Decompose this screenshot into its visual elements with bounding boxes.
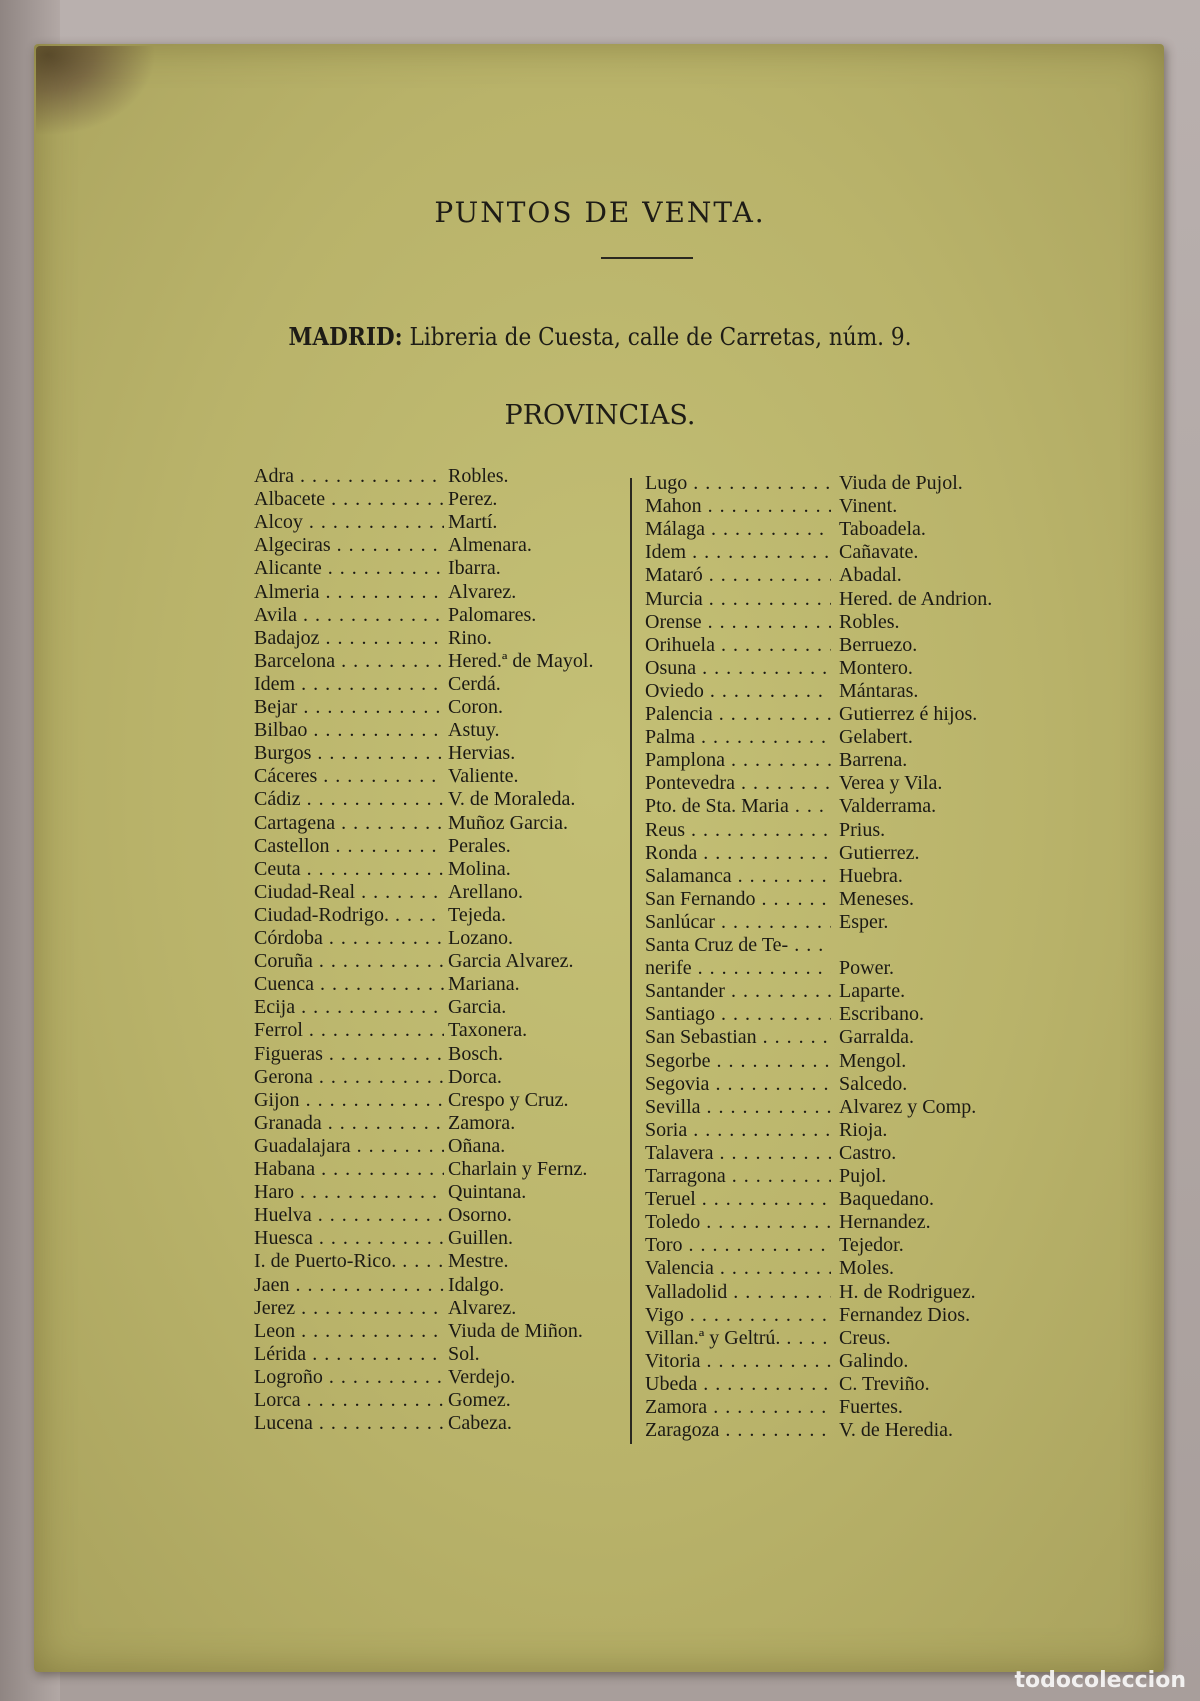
list-item-vendor: Huebra.	[839, 864, 903, 887]
list-item	[645, 1373, 1065, 1396]
list-item-vendor: Mestre.	[448, 1250, 509, 1273]
page-corner-damage	[36, 46, 156, 136]
list-item	[254, 788, 674, 811]
list-item-vendor: Crespo y Cruz.	[448, 1088, 569, 1111]
list-item-city: Habana . . .	[254, 1158, 444, 1181]
list-item	[254, 1019, 674, 1042]
list-item-vendor: C. Treviño.	[839, 1372, 930, 1395]
list-item-city: Ceuta . . .	[254, 858, 444, 881]
list-item-vendor: Martí.	[448, 511, 498, 534]
list-item-city: Segovia . . .	[645, 1073, 831, 1096]
list-item	[254, 581, 674, 604]
list-item-city: Ciudad-Real . . .	[254, 881, 444, 904]
list-item-city: Leon . . .	[254, 1320, 444, 1343]
list-item	[254, 950, 674, 973]
list-item-vendor: Baquedano.	[839, 1188, 934, 1211]
list-item	[645, 865, 1065, 888]
list-item	[254, 1297, 674, 1320]
list-item-city: Logroño . . .	[254, 1366, 444, 1389]
list-item-city: San Fernando . . .	[645, 888, 831, 911]
list-item-vendor: Fernandez Dios.	[839, 1303, 971, 1326]
list-item	[645, 634, 1065, 657]
list-item-vendor: Gomez.	[448, 1389, 511, 1411]
list-item-city: Alcoy . . .	[254, 511, 444, 534]
list-item	[254, 996, 674, 1019]
list-item-city: Murcia . . .	[645, 588, 831, 611]
list-item-city: Santander . . .	[645, 980, 831, 1003]
list-item	[645, 541, 1065, 564]
list-item-vendor: Creus.	[839, 1326, 891, 1349]
list-item-city: Valladolid . . .	[645, 1281, 831, 1304]
list-item-vendor: Barrena.	[839, 749, 908, 772]
list-item-vendor: Guillen.	[448, 1227, 513, 1250]
list-item-vendor: Arellano.	[448, 880, 523, 903]
list-item-vendor: Idalgo.	[448, 1273, 505, 1296]
list-item-city: Valencia . . .	[645, 1257, 831, 1280]
list-item-city: Segorbe . . .	[645, 1050, 831, 1073]
list-item-city: Málaga . . .	[645, 518, 831, 541]
list-item-city: Bilbao . . .	[254, 719, 444, 742]
list-item-vendor: Meneses.	[839, 887, 914, 910]
list-item-city: Huesca . . .	[254, 1227, 444, 1250]
list-item-vendor: Power.	[839, 957, 894, 980]
list-item-vendor: Osorno.	[448, 1204, 512, 1227]
list-item	[645, 1142, 1065, 1165]
list-item-city: Zaragoza . . .	[645, 1419, 831, 1442]
list-item-city: Castellon . . .	[254, 835, 444, 858]
page-title: PUNTOS DE VENTA.	[434, 196, 766, 229]
list-item	[254, 904, 674, 927]
list-item-vendor: Mántaras.	[839, 679, 919, 702]
list-item-vendor: Verdejo.	[448, 1365, 516, 1388]
list-item-vendor: H. de Rodriguez.	[839, 1280, 976, 1303]
list-item-vendor: Taboadela.	[839, 518, 926, 541]
list-item	[645, 518, 1065, 541]
list-item	[645, 703, 1065, 726]
madrid-line	[60, 322, 1140, 351]
list-item-city: Bejar . . .	[254, 696, 444, 719]
list-item-vendor: Almenara.	[448, 534, 532, 557]
list-item-city: Zamora . . .	[645, 1396, 831, 1419]
list-item-city: Palencia . . .	[645, 703, 831, 726]
list-item-city: Haro . . .	[254, 1181, 444, 1204]
list-item	[645, 749, 1065, 772]
list-item-city: Toro . . .	[645, 1234, 831, 1257]
list-item-vendor: Moles.	[839, 1257, 894, 1280]
list-item-vendor: Bosch.	[448, 1042, 503, 1065]
list-item-city: Lérida . . .	[254, 1343, 444, 1366]
list-item-city: Talavera . . .	[645, 1142, 831, 1165]
list-item-city: Avila . . .	[254, 604, 444, 627]
list-item-vendor: Fuertes.	[839, 1396, 903, 1418]
list-item	[645, 842, 1065, 865]
list-item	[645, 911, 1065, 934]
list-item-vendor: Mariana.	[448, 973, 520, 996]
list-item	[254, 881, 674, 904]
list-item-vendor: Hered. de Andrion.	[839, 587, 993, 610]
list-item	[645, 772, 1065, 795]
list-item-vendor: Garcia Alvarez.	[448, 950, 574, 973]
list-item-vendor: Galindo.	[839, 1349, 909, 1372]
list-item-city: Oviedo . . .	[645, 680, 831, 703]
list-item-city: Córdoba . . .	[254, 927, 444, 950]
list-item	[645, 1327, 1065, 1350]
list-item-city: Tarragona . . .	[645, 1165, 831, 1188]
list-item	[254, 1320, 674, 1343]
list-item-city: Guadalajara . . .	[254, 1135, 444, 1158]
list-item-city: Cuenca . . .	[254, 973, 444, 996]
list-item-city: Ferrol . . .	[254, 1019, 444, 1042]
list-item	[645, 1396, 1065, 1419]
list-item	[645, 564, 1065, 587]
list-item	[645, 1026, 1065, 1049]
list-item-vendor: Muñoz Garcia.	[448, 811, 568, 834]
list-item	[254, 835, 674, 858]
list-item-city: Alicante . . .	[254, 557, 444, 580]
list-item-vendor: Valderrama.	[839, 795, 937, 818]
list-item-vendor: Gutierrez é hijos.	[839, 703, 978, 725]
list-item-city: San Sebastian . . .	[645, 1026, 831, 1049]
list-item-city: Orihuela . . .	[645, 634, 831, 657]
list-item	[645, 934, 1065, 957]
list-item-vendor: Dorca.	[448, 1065, 502, 1088]
list-item	[254, 1227, 674, 1250]
list-item-vendor: Robles.	[839, 610, 900, 633]
list-item-vendor: Abadal.	[839, 564, 902, 587]
list-item-city: Lugo . . .	[645, 472, 831, 495]
list-item-vendor: Palomares.	[448, 603, 537, 626]
list-item-vendor: Alvarez.	[448, 580, 517, 603]
list-item-city: Pamplona . . .	[645, 749, 831, 772]
list-item-vendor: Perez.	[448, 488, 498, 511]
list-item-vendor: Coron.	[448, 696, 503, 718]
list-item	[645, 726, 1065, 749]
list-item	[645, 1119, 1065, 1142]
list-item-vendor: Cerdá.	[448, 672, 501, 695]
list-item-vendor: Taxonera.	[448, 1019, 528, 1042]
list-item	[254, 1389, 674, 1412]
list-item-vendor: Castro.	[839, 1141, 897, 1164]
list-item-vendor: Valiente.	[448, 765, 519, 788]
list-item	[254, 465, 674, 488]
list-item-city: Teruel . . .	[645, 1188, 831, 1211]
list-item	[645, 1234, 1065, 1257]
list-item	[645, 680, 1065, 703]
list-item-city: Cartagena . . .	[254, 812, 444, 835]
list-item-city: Palma . . .	[645, 726, 831, 749]
list-item	[645, 495, 1065, 518]
list-item	[254, 973, 674, 996]
list-item-city: Lucena . . .	[254, 1412, 444, 1435]
list-item-vendor: Hernandez.	[839, 1211, 931, 1234]
list-item	[254, 557, 674, 580]
list-item	[645, 819, 1065, 842]
list-item	[254, 927, 674, 950]
list-item-city: Santa Cruz de Te- . . .	[645, 934, 831, 957]
title-rule	[601, 257, 693, 259]
list-item-city: nerife . . .	[645, 957, 831, 980]
list-item-city: Reus . . .	[645, 819, 831, 842]
column-divider	[630, 478, 632, 1444]
list-item-city: Adra . . .	[254, 465, 444, 488]
list-item-vendor: Quintana.	[448, 1181, 527, 1204]
list-item-city: Barcelona . . .	[254, 650, 444, 673]
list-item-city: Orense . . .	[645, 611, 831, 634]
list-item	[254, 1366, 674, 1389]
list-item	[254, 627, 674, 650]
list-item	[254, 719, 674, 742]
list-item	[645, 472, 1065, 495]
list-item-vendor: Oñana.	[448, 1134, 506, 1157]
list-item	[645, 795, 1065, 818]
list-item-vendor: Lozano.	[448, 927, 513, 949]
list-item	[254, 511, 674, 534]
list-item	[645, 611, 1065, 634]
list-item	[645, 888, 1065, 911]
list-item-vendor: Cañavate.	[839, 541, 919, 564]
list-item-city: Ronda . . .	[645, 842, 831, 865]
list-item-vendor: Berruezo.	[839, 633, 918, 656]
list-item	[254, 1204, 674, 1227]
list-item-vendor: V. de Heredia.	[839, 1419, 954, 1442]
list-item-city: Vitoria . . .	[645, 1350, 831, 1373]
list-item-vendor: Astuy.	[448, 719, 500, 742]
list-item-city: Sevilla . . .	[645, 1096, 831, 1119]
list-item	[645, 1281, 1065, 1304]
list-item	[254, 765, 674, 788]
list-item-city: Salamanca . . .	[645, 865, 831, 888]
list-item-city: Ciudad-Rodrigo. . . .	[254, 904, 444, 927]
list-item	[254, 1274, 674, 1297]
list-item	[254, 1343, 674, 1366]
list-item	[645, 1257, 1065, 1280]
list-item-vendor: Robles.	[448, 465, 509, 487]
list-item	[254, 673, 674, 696]
list-item-city: Lorca . . .	[254, 1389, 444, 1412]
list-item	[254, 1181, 674, 1204]
list-item-city: Osuna . . .	[645, 657, 831, 680]
list-item-city: Soria . . .	[645, 1119, 831, 1142]
list-item-vendor: Tejeda.	[448, 903, 507, 926]
list-item	[645, 1304, 1065, 1327]
list-item	[645, 1073, 1065, 1096]
list-item-vendor: Alvarez y Comp.	[839, 1095, 977, 1118]
list-item-city: Idem . . .	[254, 673, 444, 696]
list-item-vendor: Sol.	[448, 1342, 480, 1365]
list-item	[254, 1135, 674, 1158]
list-item-vendor: Perales.	[448, 834, 511, 857]
list-item-city: Jaen . . .	[254, 1274, 444, 1297]
list-item-vendor: Tejedor.	[839, 1234, 904, 1257]
list-item-city: Coruña . . .	[254, 950, 444, 973]
list-item-city: Huelva . . .	[254, 1204, 444, 1227]
list-item-city: Granada . . .	[254, 1112, 444, 1135]
list-item-vendor: Viuda de Pujol.	[839, 472, 963, 494]
list-item	[645, 1419, 1065, 1442]
list-item	[254, 742, 674, 765]
list-item-vendor: Garcia.	[448, 996, 507, 1019]
list-item-city: Gerona . . .	[254, 1066, 444, 1089]
list-item-city: Algeciras . . .	[254, 534, 444, 557]
list-item-city: Almeria . . .	[254, 581, 444, 604]
list-item	[254, 1043, 674, 1066]
list-item	[254, 1089, 674, 1112]
list-item	[645, 1188, 1065, 1211]
list-item	[254, 1158, 674, 1181]
list-item	[645, 1350, 1065, 1373]
list-item-vendor: Charlain y Fernz.	[448, 1158, 588, 1180]
list-item	[645, 1165, 1065, 1188]
list-item	[254, 812, 674, 835]
list-item-city: Vigo . . .	[645, 1304, 831, 1327]
list-item-city: Gijon . . .	[254, 1089, 444, 1112]
list-item-city: Figueras . . .	[254, 1043, 444, 1066]
list-item-vendor: Molina.	[448, 857, 511, 880]
list-item	[645, 588, 1065, 611]
list-item-vendor: Garralda.	[839, 1026, 914, 1049]
list-item-city: Badajoz . . .	[254, 627, 444, 650]
list-item-vendor: Gutierrez.	[839, 841, 920, 864]
list-item-vendor: Hered.ª de Mayol.	[448, 649, 594, 672]
list-item-vendor: Alvarez.	[448, 1296, 517, 1319]
section-subtitle: PROVINCIAS.	[504, 400, 696, 431]
list-item-vendor: Vinent.	[839, 495, 898, 518]
list-item	[254, 650, 674, 673]
madrid-city: MADRID:	[288, 322, 403, 351]
list-item-vendor: Ibarra.	[448, 557, 501, 580]
list-item-vendor: Gelabert.	[839, 726, 913, 749]
list-item	[254, 534, 674, 557]
list-item	[254, 488, 674, 511]
list-item-vendor: Verea y Vila.	[839, 772, 943, 795]
list-item-vendor: Montero.	[839, 656, 913, 679]
list-item-vendor: Rioja.	[839, 1118, 888, 1141]
list-item-city: Sanlúcar . . .	[645, 911, 831, 934]
list-item-vendor: Salcedo.	[839, 1072, 908, 1095]
list-item-vendor: Hervias.	[448, 742, 516, 765]
list-item-vendor: Viuda de Miñon.	[448, 1319, 583, 1342]
list-item-city: Idem . . .	[645, 541, 831, 564]
list-item-vendor: Laparte.	[839, 980, 906, 1003]
list-item	[645, 657, 1065, 680]
list-item-vendor: Pujol.	[839, 1165, 887, 1187]
list-item-vendor: Escribano.	[839, 1003, 924, 1026]
list-item-vendor: Mengol.	[839, 1049, 907, 1072]
list-item	[254, 1066, 674, 1089]
watermark: todocoleccion	[1014, 1668, 1186, 1693]
list-item	[645, 1096, 1065, 1119]
list-item	[645, 957, 1065, 980]
list-item	[254, 1112, 674, 1135]
list-item-city: Cádiz . . .	[254, 788, 444, 811]
list-item-vendor: Prius.	[839, 818, 886, 841]
list-item	[254, 1250, 674, 1273]
list-item-city: Burgos . . .	[254, 742, 444, 765]
list-item-city: Albacete . . .	[254, 488, 444, 511]
list-item-city: Ecija . . .	[254, 996, 444, 1019]
list-item-vendor: Esper.	[839, 910, 889, 933]
list-item-city: Jerez . . .	[254, 1297, 444, 1320]
list-item-city: Toledo . . .	[645, 1211, 831, 1234]
list-item-vendor: Rino.	[448, 626, 492, 649]
list-item	[254, 858, 674, 881]
list-item	[645, 1211, 1065, 1234]
list-item-vendor: Cabeza.	[448, 1412, 512, 1435]
list-item	[645, 980, 1065, 1003]
list-item-city: Mahon . . .	[645, 495, 831, 518]
list-item-city: Mataró . . .	[645, 564, 831, 587]
list-item-city: I. de Puerto-Rico. . . .	[254, 1250, 444, 1273]
list-item-city: Pto. de Sta. Maria . . .	[645, 795, 831, 818]
list-item	[645, 1050, 1065, 1073]
list-item-vendor: Zamora.	[448, 1111, 516, 1134]
list-item-city: Santiago . . .	[645, 1003, 831, 1026]
list-item-city: Cáceres . . .	[254, 765, 444, 788]
madrid-text: Libreria de Cuesta, calle de Carretas, núm. 9.	[409, 323, 912, 351]
list-item	[254, 604, 674, 627]
list-item-vendor: V. de Moraleda.	[448, 788, 576, 811]
list-item	[645, 1003, 1065, 1026]
list-item-city: Pontevedra . . .	[645, 772, 831, 795]
list-item	[254, 1412, 674, 1435]
list-item-city: Villan.ª y Geltrú. . . .	[645, 1327, 831, 1350]
list-item	[254, 696, 674, 719]
list-item-city: Ubeda . . .	[645, 1373, 831, 1396]
